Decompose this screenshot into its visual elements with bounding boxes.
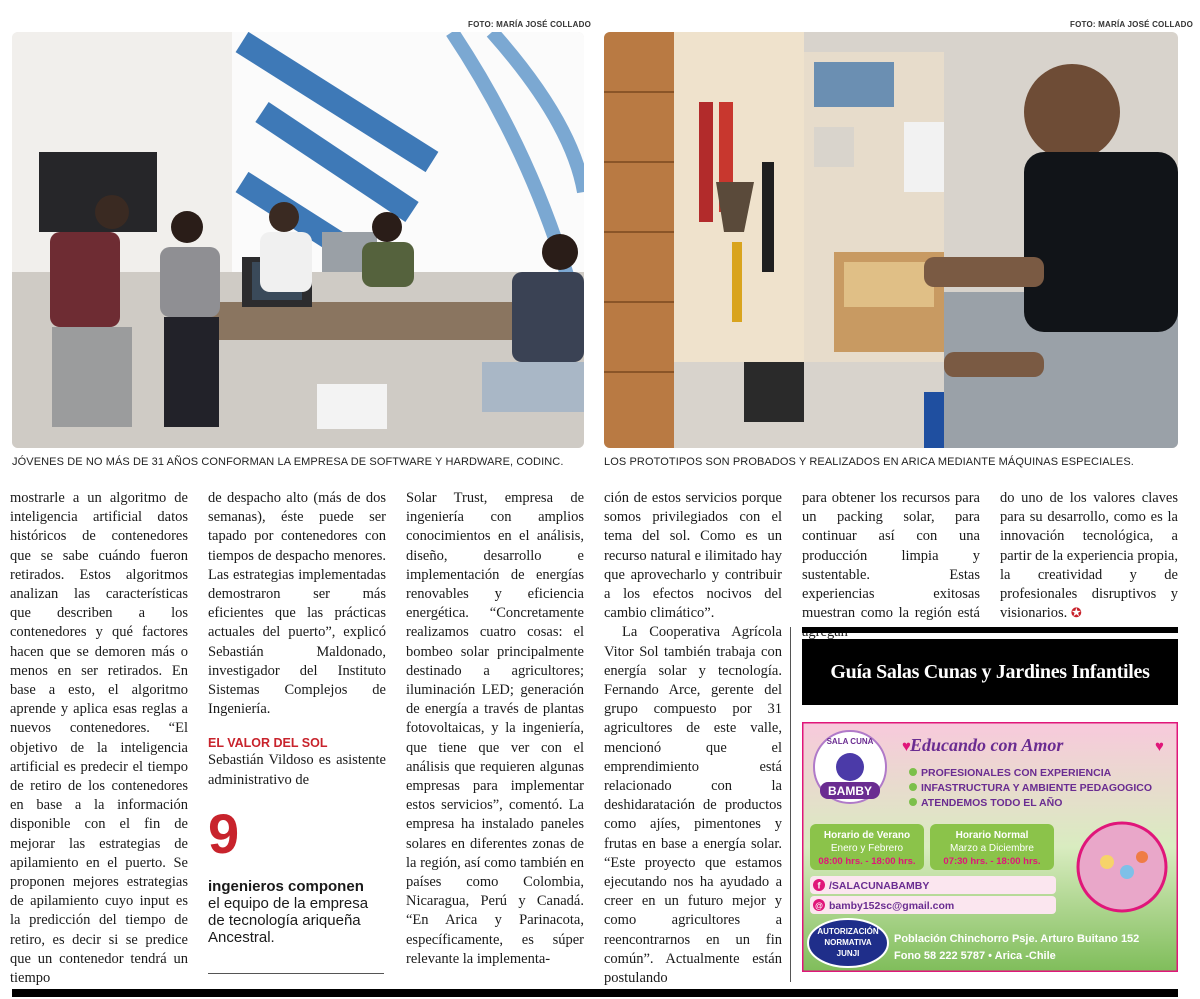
ad-address: Población Chinchorro Psje. Arturo Buitano 152 — [894, 933, 1140, 945]
guide-top-bar — [802, 627, 1178, 633]
article-column-5 — [802, 489, 980, 643]
bamby-logo — [814, 731, 886, 803]
svg-text:f: f — [817, 880, 821, 891]
schedule-title: Horario Normal — [955, 830, 1029, 841]
paragraph: Solar Trust, empresa de ingeniería con amplios conocimientos en el análisis, diseño, desarrollo e implementación de energías renovables y eficiencia energética. “Concretamente realizamos cuatro cosas: el bombeo solar principalmente destinado a agricultores; iluminación LED; generación de energía a través de plantas fotovoltaicas, y la ingeniería, que tiene que ver con el análisis que requieren algunas empresas para implementar estos servicios”, comentó. La empresa ha instalado paneles solares en diferentes zonas de la región, así como también en países como Colombia, Nicaragua, Perú y Canadá. “En Arica y Parinacota, específicamente, es súper relevante la implementa- — [406, 490, 584, 967]
article-column-3 — [406, 489, 584, 969]
schedule-months: Marzo a Diciembre — [950, 843, 1034, 854]
photo-credit-left: FOTO: MARÍA JOSÉ COLLADO — [468, 20, 592, 29]
paragraph: Sebastián Vildoso es asistente administrativo de — [208, 752, 386, 788]
ad-facebook: /SALACUNABAMBY — [829, 880, 930, 892]
paragraph: de despacho alto (más de dos semanas), éste puede ser tapado por contenedores con tiempos de despacho menores. Las estrategias implementadas demostraron ser más eficientes que las prácticas actuales del puerto”, explicó Sebastián Maldonado, investigador del Instituto Sistemas Complejos de Ingeniería. — [208, 490, 386, 718]
article-column-2 — [208, 489, 386, 946]
schedule-hours: 08:00 hrs. - 18:00 hrs. — [818, 856, 916, 867]
article-column-6 — [1000, 489, 1178, 623]
badge-line: JUNJI — [836, 949, 860, 958]
section-divider — [790, 627, 791, 982]
summer-schedule — [810, 824, 924, 870]
svg-text:@: @ — [815, 901, 823, 911]
schedule-hours: 07:30 hrs. - 18:00 hrs. — [943, 856, 1041, 867]
junji-badge — [808, 919, 888, 967]
photo-caption-right: LOS PROTOTIPOS SON PROBADOS Y REALIZADOS EN ARICA MEDIANTE MÁQUINAS ESPECIALES. — [604, 456, 1134, 468]
fact-number: 9 — [208, 801, 240, 865]
ad-email: bamby152sc@gmail.com — [829, 900, 955, 912]
article-column-1 — [10, 489, 188, 988]
bullet-icon — [909, 783, 917, 791]
fact-divider — [208, 973, 384, 974]
bamby-advertisement — [802, 722, 1178, 972]
fact-highlight: ingenieros componen — [208, 877, 364, 895]
badge-line: AUTORIZACIÓN — [817, 927, 879, 936]
ad-slogan: Educando con Amor — [910, 735, 1064, 755]
badge-line: NORMATIVA — [824, 938, 872, 947]
ad-phone: Fono 58 222 5787 • Arica -Chile — [894, 950, 1056, 962]
logo-arc-text: SALA CUNA — [826, 737, 874, 746]
photo-caption-left: JÓVENES DE NO MÁS DE 31 AÑOS CONFORMAN LA EMPRESA DE SOFTWARE Y HARDWARE, CODINC. — [12, 456, 564, 468]
ad-bullet: PROFESIONALES CON EXPERIENCIA — [921, 767, 1112, 779]
team-office-photo — [12, 32, 584, 448]
photo-credit-right: FOTO: MARÍA JOSÉ COLLADO — [1070, 20, 1194, 29]
paragraph-text: do uno de los valores claves para su desarrollo, como es la innovación tecnológica, a partir de la experiencia propia, la creatividad y de profesionales disruptivos y visionarios. — [1000, 490, 1178, 622]
end-mark-icon: ✪ — [1070, 606, 1082, 622]
heart-icon: ♥ — [902, 738, 911, 755]
ad-bullet: INFASTRUCTURA Y AMBIENTE PEDAGOGICO — [921, 782, 1153, 794]
subheading: EL VALOR DEL SOL — [208, 736, 328, 751]
heart-icon: ♥ — [1155, 738, 1164, 755]
page-bottom-bar — [12, 989, 1178, 997]
schedule-title: Horario de Verano — [823, 830, 911, 841]
children-photo — [1078, 823, 1166, 911]
workshop-photo — [604, 32, 1178, 448]
guide-title: Guía Salas Cunas y Jardines Infantiles — [802, 639, 1178, 705]
ad-bullet: ATENDEMOS TODO EL AÑO — [921, 797, 1063, 809]
paragraph: ción de estos servicios porque somos privilegiados con el tema del sol. Como es un recurso natural e ilimitado hay que aprovecharlo y contribuir a los efectos nocivos del cambio climático”. — [604, 490, 782, 622]
paragraph: La Cooperativa Agrícola Vitor Sol también trabaja con energía solar y tecnología. Fernando Arce, gerente del grupo compuesto por 31 agricultores de este valle, mencionó que el emprendimiento está relacionado con la deshidaratación de productos como ajíes, pimentones y frutas en base a energía solar. “Este proyecto que estamos ejecutando nos ha ayudado a creer en un futuro mejor y como agricultores a reencontrarnos en un fin común”. Actualmente están postulando — [604, 624, 782, 987]
schedule-months: Enero y Febrero — [830, 843, 904, 854]
normal-schedule — [930, 824, 1054, 870]
fact-text: el equipo de la empresa de tecnología ariqueña Ancestral. — [208, 894, 369, 946]
logo-name-text: BAMBY — [828, 784, 872, 798]
paragraph: mostrarle a un algoritmo de inteligencia artificial datos históricos de contenedores que se sabe cuándo fueron retirados. Estos algoritmos analizan las características que describen a los contenedores y qué factores hacen que se demoren más o menos en ser retirados. En base a esto, el algoritmo aprende y aplica esas reglas a nuevos contenedores. “El objetivo de la inteligencia artificial es predecir el tiempo de retiro de los contenedores en base a la información disponible con el fin de mejorar las estrategias de apilamiento en el puerto. Se proponen mejores estrategias de apilamiento cuyo input es la predicción del tiempo de retiro, es decir si se predice que un contenedor tendrá un tiempo — [10, 490, 188, 987]
article-column-4 — [604, 489, 782, 988]
paragraph — [1000, 489, 1178, 623]
bullet-icon — [909, 798, 917, 806]
bullet-icon — [909, 768, 917, 776]
paragraph: para obtener los recursos para un packing solar, para continuar así con una producción limpia y sustentable. Estas experiencias exitosas muestran como la región está — [802, 490, 980, 622]
